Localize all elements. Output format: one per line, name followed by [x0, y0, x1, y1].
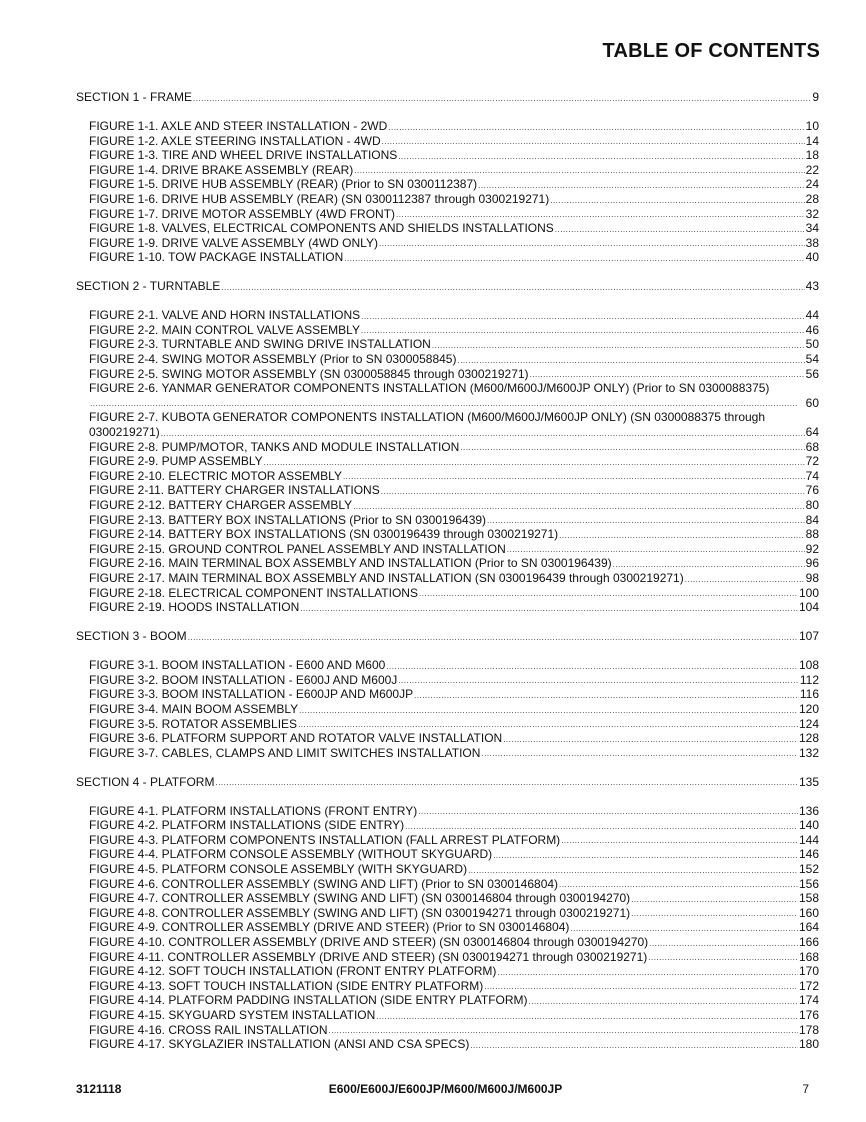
- toc-figure-entry[interactable]: [76, 337, 819, 352]
- dot-leader: [379, 238, 805, 250]
- toc-section-entry[interactable]: [76, 279, 819, 294]
- toc-entry-label: FIGURE 1-2. AXLE STEERING INSTALLATION - 4WD: [89, 133, 381, 148]
- toc-entry-label: FIGURE 4-11. CONTROLLER ASSEMBLY (DRIVE AND STEER) (SN 0300194271 through 0300219271): [89, 949, 648, 964]
- toc-figure-entry[interactable]: [76, 571, 819, 586]
- toc-entry-page: 46: [805, 322, 819, 337]
- toc-entry-label: FIGURE 4-12. SOFT TOUCH INSTALLATION (FRONT ENTRY PLATFORM): [89, 964, 497, 979]
- toc-entry-label: FIGURE 3-3. BOOM INSTALLATION - E600JP AND M600JP: [89, 687, 414, 702]
- toc-figure-entry[interactable]: [76, 586, 819, 601]
- dot-leader: [555, 224, 805, 236]
- spacer: [76, 294, 819, 308]
- toc-entry-page: 98: [805, 570, 819, 585]
- toc-entry-label: FIGURE 1-10. TOW PACKAGE INSTALLATION: [89, 250, 344, 265]
- toc-entry-page: 80: [805, 498, 819, 513]
- toc-entry-page: 56: [805, 366, 819, 381]
- toc-entry-label: FIGURE 4-5. PLATFORM CONSOLE ASSEMBLY (WITH SKYGUARD): [89, 862, 468, 877]
- toc-figure-entry[interactable]: [76, 207, 819, 222]
- toc-figure-entry[interactable]: [76, 483, 819, 498]
- toc-figure-entry[interactable]: [76, 906, 819, 921]
- toc-entry-page: 140: [798, 818, 819, 833]
- toc-entry-label: FIGURE 2-3. TURNTABLE AND SWING DRIVE INSTALLATION: [89, 337, 431, 352]
- toc-entry-page: 43: [805, 279, 819, 294]
- toc-figure-entry[interactable]: [76, 687, 819, 702]
- toc-entry-page: 92: [805, 541, 819, 556]
- dot-leader: [299, 705, 798, 717]
- toc-entry-page: 132: [798, 745, 819, 760]
- toc-figure-entry[interactable]: [76, 702, 819, 717]
- dot-leader: [550, 195, 804, 207]
- spacer: [76, 644, 819, 658]
- dot-leader: [221, 282, 804, 294]
- toc-entry-label: FIGURE 4-16. CROSS RAIL INSTALLATION: [89, 1022, 328, 1037]
- toc-entry-page: 170: [798, 964, 819, 979]
- dot-leader: [398, 675, 799, 687]
- toc-entry-label: SECTION 2 - TURNTABLE: [76, 279, 221, 294]
- toc-figure-entry[interactable]: [76, 542, 819, 557]
- toc-figure-entry[interactable]: [76, 658, 819, 673]
- dot-leader: [685, 574, 805, 586]
- dot-leader: [470, 1040, 798, 1052]
- toc-entry-page: 136: [798, 803, 819, 818]
- toc-entry-label: FIGURE 4-3. PLATFORM COMPONENTS INSTALLATION (FALL ARREST PLATFORM): [89, 832, 561, 847]
- toc-figure-entry[interactable]: [76, 847, 819, 862]
- toc-entry-label: FIGURE 4-10. CONTROLLER ASSEMBLY (DRIVE AND STEER) (SN 0300146804 through 0300194270): [89, 935, 649, 950]
- toc-entry-page: 38: [805, 235, 819, 250]
- toc-entry-label: FIGURE 3-4. MAIN BOOM ASSEMBLY: [89, 701, 299, 716]
- toc-entry-page: 54: [805, 352, 819, 367]
- toc-entry-page: 180: [798, 1037, 819, 1052]
- toc-figure-entry[interactable]: [76, 556, 819, 571]
- page-footer: [76, 1082, 809, 1098]
- toc-entry-page: 74: [805, 468, 819, 483]
- dot-leader: [529, 996, 798, 1008]
- toc-entry-page: 178: [798, 1022, 819, 1037]
- toc-entry-page: 72: [805, 454, 819, 469]
- dot-leader: [561, 835, 798, 847]
- dot-leader: [381, 486, 805, 498]
- dot-leader: [396, 209, 805, 221]
- toc-entry-label: FIGURE 2-19. HOODS INSTALLATION: [89, 600, 300, 615]
- toc-figure-entry[interactable]: [76, 833, 819, 848]
- toc-figure-entry[interactable]: [76, 1023, 819, 1038]
- dot-leader: [503, 734, 798, 746]
- spacer: [76, 265, 819, 279]
- toc-entry-page: 22: [805, 162, 819, 177]
- toc-figure-entry[interactable]: [76, 673, 819, 688]
- toc-section-entry[interactable]: [76, 90, 819, 105]
- toc-figure-entry[interactable]: [76, 250, 819, 265]
- dot-leader: [344, 253, 804, 265]
- dot-leader: [559, 530, 805, 542]
- toc-entry-label: FIGURE 4-14. PLATFORM PADDING INSTALLATION (SIDE ENTRY PLATFORM): [89, 993, 528, 1008]
- toc-entry-page: 104: [798, 600, 819, 615]
- toc-entry-page: 176: [798, 1007, 819, 1022]
- toc-entry-label: FIGURE 4-8. CONTROLLER ASSEMBLY (SWING AND LIFT) (SN 0300194271 through 0300219271): [89, 905, 631, 920]
- toc-figure-entry[interactable]: [76, 323, 819, 338]
- toc-figure-entry[interactable]: [76, 717, 819, 732]
- toc-entry-page: 152: [798, 862, 819, 877]
- toc-entry-label: SECTION 3 - BOOM: [76, 629, 187, 644]
- toc-figure-entry[interactable]: [76, 236, 819, 251]
- dot-leader: [468, 865, 798, 877]
- footer-page-number: 7: [802, 1082, 809, 1096]
- toc-figure-entry[interactable]: [76, 177, 819, 192]
- toc-entry-label: FIGURE 4-4. PLATFORM CONSOLE ASSEMBLY (WITHOUT SKYGUARD): [89, 847, 493, 862]
- toc-entry-label: FIGURE 3-2. BOOM INSTALLATION - E600J AND M600J: [89, 672, 398, 687]
- toc-entry-page: 144: [798, 832, 819, 847]
- dot-leader: [457, 355, 804, 367]
- toc-figure-entry[interactable]: [76, 746, 819, 761]
- toc-figure-entry[interactable]: [76, 993, 819, 1008]
- dot-leader: [414, 690, 799, 702]
- toc-entry-page: 40: [805, 250, 819, 265]
- spacer: [76, 789, 819, 803]
- dot-leader: [649, 938, 798, 950]
- toc-entry-label: FIGURE 1-4. DRIVE BRAKE ASSEMBLY (REAR): [89, 162, 354, 177]
- toc-entry-page: 135: [798, 774, 819, 789]
- toc-entry-page: 172: [798, 978, 819, 993]
- toc-entry-label: FIGURE 2-16. MAIN TERMINAL BOX ASSEMBLY AND INSTALLATION (Prior to SN 0300196439): [89, 556, 612, 571]
- toc-figure-entry-label-line[interactable]: FIGURE 2-6. YANMAR GENERATOR COMPONENTS INSTALLATION (M600/M600J/M600JP ONLY) (Prior to SN 0300088375): [89, 381, 770, 396]
- toc-figure-entry[interactable]: [76, 1037, 819, 1052]
- table-of-contents: [76, 90, 819, 1052]
- toc-entry-label: FIGURE 3-1. BOOM INSTALLATION - E600 AND M600: [89, 658, 386, 673]
- toc-figure-entry[interactable]: [76, 1008, 819, 1023]
- dot-leader: [382, 136, 805, 148]
- toc-entry-label: FIGURE 2-13. BATTERY BOX INSTALLATIONS (Prior to SN 0300196439): [89, 512, 487, 527]
- toc-entry-page: 124: [798, 716, 819, 731]
- dot-leader: [507, 544, 805, 556]
- dot-leader: [484, 981, 798, 993]
- toc-entry-label: FIGURE 4-2. PLATFORM INSTALLATIONS (SIDE ENTRY): [89, 818, 405, 833]
- toc-entry-page: 164: [798, 920, 819, 935]
- dot-leader: [530, 369, 805, 381]
- toc-figure-entry[interactable]: [76, 731, 819, 746]
- dot-leader: [376, 1011, 798, 1023]
- toc-entry-page: 34: [805, 221, 819, 236]
- toc-entry-label: FIGURE 2-4. SWING MOTOR ASSEMBLY (Prior to SN 0300058845): [89, 352, 457, 367]
- toc-entry-label: SECTION 4 - PLATFORM: [76, 774, 215, 789]
- dot-leader: [388, 122, 804, 134]
- toc-entry-page: 32: [805, 206, 819, 221]
- toc-entry-label: FIGURE 1-7. DRIVE MOTOR ASSEMBLY (4WD FRONT): [89, 206, 396, 221]
- dot-leader: [193, 93, 811, 105]
- page-title: TABLE OF CONTENTS: [602, 40, 820, 62]
- toc-figure-entry[interactable]: [76, 454, 819, 469]
- toc-entry-label: FIGURE 1-9. DRIVE VALVE ASSEMBLY (4WD ONLY): [89, 235, 378, 250]
- toc-entry-page: 146: [798, 847, 819, 862]
- toc-figure-entry[interactable]: [76, 192, 819, 207]
- toc-figure-entry[interactable]: [76, 163, 819, 178]
- toc-entry-label: 0300219271): [89, 425, 160, 440]
- footer-model-list: E600/E600J/E600JP/M600/M600J/M600JP: [328, 1082, 563, 1096]
- toc-entry-page: 108: [798, 658, 819, 673]
- toc-entry-page: 107: [798, 629, 819, 644]
- toc-entry-label: FIGURE 3-7. CABLES, CLAMPS AND LIMIT SWITCHES INSTALLATION: [89, 745, 481, 760]
- toc-entry-page: 50: [805, 337, 819, 352]
- toc-entry-label: FIGURE 2-11. BATTERY CHARGER INSTALLATIONS: [89, 483, 380, 498]
- toc-entry-label: FIGURE 2-8. PUMP/MOTOR, TANKS AND MODULE INSTALLATION: [89, 439, 460, 454]
- dot-leader: [570, 923, 798, 935]
- toc-figure-entry[interactable]: [76, 600, 819, 615]
- toc-entry-page: 116: [799, 687, 819, 702]
- toc-figure-entry[interactable]: [76, 891, 819, 906]
- spacer: [76, 760, 819, 774]
- dot-leader: [161, 428, 805, 440]
- toc-entry-page: 160: [798, 905, 819, 920]
- toc-entry-page: 76: [805, 483, 819, 498]
- toc-entry-label: FIGURE 2-10. ELECTRIC MOTOR ASSEMBLY: [89, 468, 342, 483]
- spacer: [76, 105, 819, 119]
- toc-figure-entry[interactable]: [76, 469, 819, 484]
- toc-entry-label: FIGURE 2-1. VALVE AND HORN INSTALLATIONS: [89, 308, 361, 323]
- toc-entry-page: 156: [798, 876, 819, 891]
- dot-leader: [631, 908, 798, 920]
- toc-entry-page: 88: [805, 527, 819, 542]
- toc-entry-label: FIGURE 1-1. AXLE AND STEER INSTALLATION - 2WD: [89, 118, 388, 133]
- toc-entry-page: 64: [805, 425, 819, 440]
- toc-figure-entry[interactable]: [76, 513, 819, 528]
- dot-leader: [419, 588, 798, 600]
- toc-figure-entry[interactable]: [76, 367, 819, 382]
- dot-leader: [460, 442, 804, 454]
- toc-entry-label: FIGURE 1-3. TIRE AND WHEEL DRIVE INSTALLATIONS: [89, 148, 398, 163]
- toc-figure-entry[interactable]: [76, 950, 819, 965]
- toc-figure-entry[interactable]: [76, 148, 819, 163]
- toc-entry-label: FIGURE 2-15. GROUND CONTROL PANEL ASSEMBLY AND INSTALLATION: [89, 541, 506, 556]
- toc-figure-entry-label-line[interactable]: FIGURE 2-7. KUBOTA GENERATOR COMPONENTS INSTALLATION (M600/M600J/M600JP ONLY) (SN 0300088375 through: [89, 410, 766, 425]
- toc-figure-entry[interactable]: [76, 221, 819, 236]
- toc-entry-page: 84: [805, 512, 819, 527]
- toc-entry-page: 174: [798, 993, 819, 1008]
- toc-figure-entry[interactable]: [76, 818, 819, 833]
- toc-entry-label: FIGURE 4-13. SOFT TOUCH INSTALLATION (SIDE ENTRY PLATFORM): [89, 978, 484, 993]
- dot-leader: [481, 748, 798, 760]
- toc-entry-page: 44: [805, 308, 819, 323]
- toc-entry-label: FIGURE 4-6. CONTROLLER ASSEMBLY (SWING AND LIFT) (Prior to SN 0300146804): [89, 876, 559, 891]
- toc-figure-entry[interactable]: [76, 119, 819, 134]
- dot-leader: [361, 311, 804, 323]
- dot-leader: [631, 894, 798, 906]
- toc-figure-entry[interactable]: [76, 308, 819, 323]
- dot-leader: [613, 559, 805, 571]
- dot-leader: [418, 806, 798, 818]
- spacer: [76, 615, 819, 629]
- dot-leader: [648, 952, 798, 964]
- dot-leader: [90, 398, 805, 410]
- dot-leader: [329, 1025, 798, 1037]
- toc-figure-entry[interactable]: [76, 920, 819, 935]
- dot-leader: [298, 719, 798, 731]
- toc-entry-page: 120: [798, 701, 819, 716]
- toc-entry-label: FIGURE 1-8. VALVES, ELECTRICAL COMPONENTS AND SHIELDS INSTALLATIONS: [89, 221, 554, 236]
- toc-figure-entry[interactable]: [76, 352, 819, 367]
- dot-leader: [343, 471, 805, 483]
- toc-figure-entry[interactable]: [76, 935, 819, 950]
- toc-entry-page: 168: [798, 949, 819, 964]
- toc-entry-label: FIGURE 4-17. SKYGLAZIER INSTALLATION (ANSI AND CSA SPECS): [89, 1037, 470, 1052]
- toc-entry-label: FIGURE 2-2. MAIN CONTROL VALVE ASSEMBLY: [89, 322, 360, 337]
- toc-entry-page: 24: [805, 177, 819, 192]
- dot-leader: [432, 340, 805, 352]
- toc-entry-page: 10: [805, 118, 819, 133]
- toc-entry-page: 158: [798, 891, 819, 906]
- toc-entry-label: FIGURE 2-17. MAIN TERMINAL BOX ASSEMBLY AND INSTALLATION (SN 0300196439 through 0300219271): [89, 570, 684, 585]
- toc-section-entry[interactable]: [76, 775, 819, 790]
- toc-entry-label: FIGURE 4-7. CONTROLLER ASSEMBLY (SWING AND LIFT) (SN 0300146804 through 0300194270): [89, 891, 631, 906]
- toc-figure-entry[interactable]: [76, 396, 819, 411]
- toc-entry-label: FIGURE 1-6. DRIVE HUB ASSEMBLY (REAR) (SN 0300112387 through 0300219271): [89, 191, 550, 206]
- toc-entry-page: 18: [805, 148, 819, 163]
- toc-entry-label: FIGURE 2-9. PUMP ASSEMBLY: [89, 454, 263, 469]
- toc-entry-label: FIGURE 3-5. ROTATOR ASSEMBLIES: [89, 716, 298, 731]
- toc-entry-page: 28: [805, 191, 819, 206]
- toc-figure-entry[interactable]: [76, 440, 819, 455]
- toc-entry-label: FIGURE 4-15. SKYGUARD SYSTEM INSTALLATION: [89, 1007, 376, 1022]
- toc-figure-entry[interactable]: [76, 862, 819, 877]
- dot-leader: [487, 515, 805, 527]
- dot-leader: [353, 501, 804, 513]
- toc-entry-label: FIGURE 2-12. BATTERY CHARGER ASSEMBLY: [89, 498, 353, 513]
- toc-entry-page: 9: [812, 90, 819, 104]
- dot-leader: [493, 850, 798, 862]
- dot-leader: [300, 603, 798, 615]
- toc-entry-label: SECTION 1 - FRAME: [76, 90, 193, 104]
- toc-entry-page: 68: [805, 439, 819, 454]
- dot-leader: [405, 821, 798, 833]
- toc-entry-label: FIGURE 2-14. BATTERY BOX INSTALLATIONS (SN 0300196439 through 0300219271): [89, 527, 559, 542]
- toc-figure-entry[interactable]: [76, 527, 819, 542]
- toc-entry-page: 96: [805, 556, 819, 571]
- dot-leader: [398, 151, 804, 163]
- dot-leader: [386, 661, 798, 673]
- dot-leader: [188, 632, 798, 644]
- dot-leader: [264, 457, 805, 469]
- toc-entry-label: FIGURE 4-9. CONTROLLER ASSEMBLY (DRIVE AND STEER) (Prior to SN 0300146804): [89, 920, 570, 935]
- toc-figure-entry[interactable]: [76, 964, 819, 979]
- toc-figure-entry[interactable]: [76, 425, 819, 440]
- toc-entry-page: 100: [798, 585, 819, 600]
- toc-entry-label: FIGURE 3-6. PLATFORM SUPPORT AND ROTATOR VALVE INSTALLATION: [89, 731, 503, 746]
- toc-figure-entry[interactable]: [76, 134, 819, 149]
- toc-entry-page: 128: [798, 731, 819, 746]
- toc-entry-label: FIGURE 2-18. ELECTRICAL COMPONENT INSTALLATIONS: [89, 585, 418, 600]
- dot-leader: [497, 967, 798, 979]
- toc-figure-entry[interactable]: [76, 804, 819, 819]
- toc-figure-entry[interactable]: [76, 979, 819, 994]
- toc-entry-label: FIGURE 4-1. PLATFORM INSTALLATIONS (FRONT ENTRY): [89, 803, 418, 818]
- footer-document-number: 3121118: [76, 1082, 122, 1096]
- toc-figure-entry[interactable]: [76, 498, 819, 513]
- dot-leader: [478, 180, 805, 192]
- dot-leader: [215, 777, 798, 789]
- toc-entry-page: 60: [805, 395, 819, 410]
- dot-leader: [361, 325, 805, 337]
- toc-entry-label: FIGURE 2-5. SWING MOTOR ASSEMBLY (SN 0300058845 through 0300219271): [89, 366, 529, 381]
- toc-entry-label: FIGURE 1-5. DRIVE HUB ASSEMBLY (REAR) (Prior to SN 0300112387): [89, 177, 478, 192]
- toc-entry-page: 112: [799, 672, 819, 687]
- dot-leader: [559, 879, 798, 891]
- toc-figure-entry[interactable]: [76, 877, 819, 892]
- toc-entry-page: 166: [798, 935, 819, 950]
- toc-section-entry[interactable]: [76, 629, 819, 644]
- dot-leader: [354, 165, 804, 177]
- toc-entry-page: 14: [805, 133, 819, 148]
